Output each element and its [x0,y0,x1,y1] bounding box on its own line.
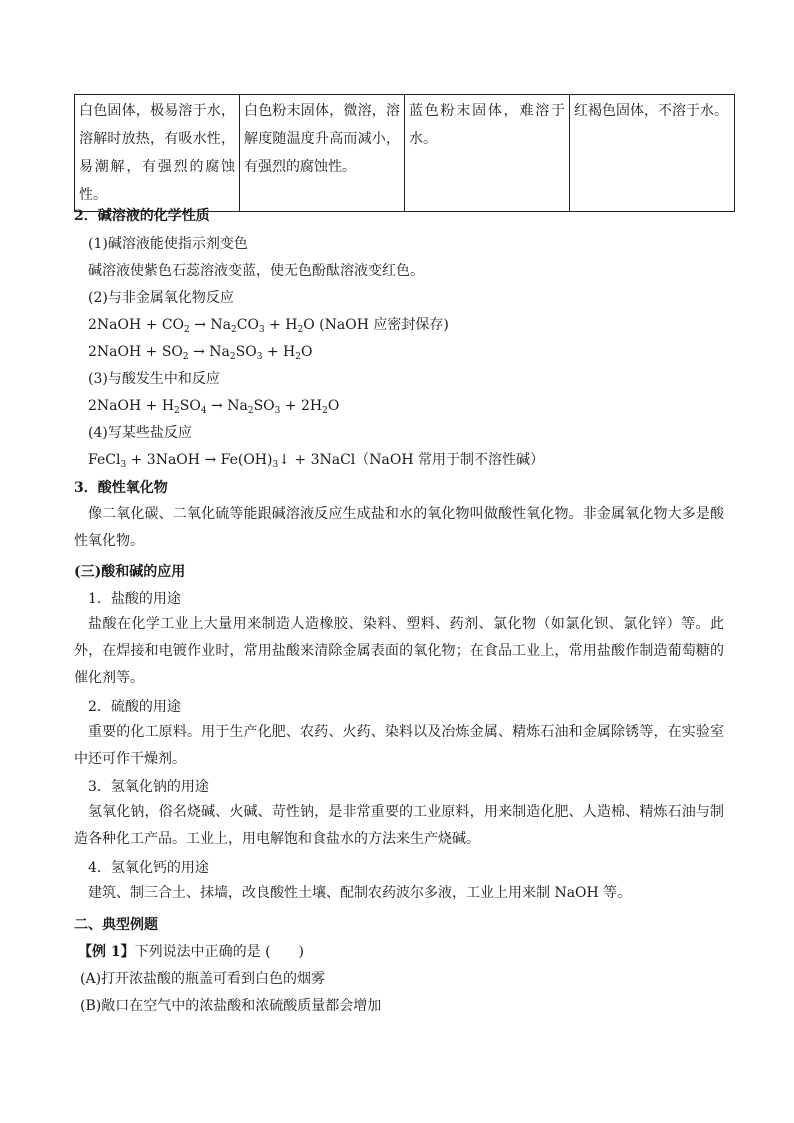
answer-bracket: ( ) [265,944,305,960]
caoh2-uses-title: 4．氢氧化钙的用途 [88,860,209,876]
table-cell-cuoh2: 蓝色粉末固体，难溶于水。 [405,95,570,212]
equation-fecl3-naoh: FeCl$_3$ + 3NaOH → $Fe(OH)_3↓$ + 3NaCl（NaOH 常用于制不溶性碱） [88,452,544,470]
section-heading-base-chemistry: 2．碱溶液的化学性质 [74,208,210,224]
subheading-indicator: (1)碱溶液能使指示剂变色 [88,236,248,252]
table-cell-naoh: 白色固体，极易溶于水，溶解时放热，有吸水性，易潮解，有强烈的腐蚀性。 [75,95,240,212]
base-properties-table [74,94,735,212]
h2so4-uses-text: 重要的化工原料。用于生产化肥、农药、火药、染料以及冶炼金属、精炼石油和金属除锈等，在实验室中还可作干燥剂。 [74,724,724,767]
option-a: (A)打开浓盐酸的瓶盖可看到白色的烟雾 [80,971,326,987]
naoh-uses-title: 3．氢氧化钠的用途 [88,779,209,795]
table-cell-feoh3: 红褐色固体，不溶于水。 [570,95,735,212]
subheading-neutralization: (3)与酸发生中和反应 [88,371,220,387]
example-1-label: 【例 1】 [78,944,135,960]
h2so4-uses-title: 2．硫酸的用途 [88,699,181,715]
equation-naoh-so2: 2NaOH + $SO_2 \to Na_2SO_3 + H_2O$ [88,344,313,362]
example-1-question [78,942,304,962]
hcl-uses-title: 1．盐酸的用途 [88,591,181,607]
table-cell-caoh2: 白色粉末固体，微溶，溶解度随温度升高而减小，有强烈的腐蚀性。 [240,95,405,212]
indicator-text: 碱溶液使紫色石蕊溶液变蓝，使无色酚酞溶液变红色。 [88,263,424,279]
subheading-nonmetal-oxide: (2)与非金属氧化物反应 [88,290,234,306]
example-1-stem: 下列说法中正确的是 [134,944,261,960]
option-b: (B)敞口在空气中的浓盐酸和浓硫酸质量都会增加 [80,998,382,1014]
section-heading-examples: 二、典型例题 [74,917,158,933]
equation-naoh-co2: 2NaOH + $CO_2 \to Na_2CO_3 + H_2O$ (NaOH 应密封保存) [88,317,449,335]
hcl-uses-text: 盐酸在化学工业上大量用来制造人造橡胶、染料、塑料、药剂、氯化物（如氯化钡、氯化锌）等。此外，在焊接和电镀作业时，常用盐酸来清除金属表面的氧化物；在食品工业上，常用盐酸作制造葡萄糖的催化剂等。 [74,616,724,686]
equation-naoh-h2so4: 2NaOH + $H_2SO_4 \to Na_2SO_3 + 2H_2O$ [88,398,340,416]
acidic-oxides-text: 像二氧化碳、二氧化硫等能跟碱溶液反应生成盐和水的氧化物叫做酸性氧化物。非金属氧化物大多是酸性氧化物。 [74,506,724,549]
section-heading-applications: (三)酸和碱的应用 [74,564,186,580]
naoh-uses-text: 氢氧化钠，俗名烧碱、火碱、苛性钠，是非常重要的工业原料，用来制造化肥、人造棉、精炼石油与制造各种化工产品。工业上，用电解饱和食盐水的方法来生产烧碱。 [74,804,724,847]
section-heading-acidic-oxides: 3．酸性氧化物 [74,480,168,496]
caoh2-uses-text: 建筑、制三合土、抹墙，改良酸性土壤、配制农药波尔多液，工业上用来制 NaOH 等。 [88,885,632,901]
subheading-salt-reaction: (4)写某些盐反应 [88,425,192,441]
table-row [75,95,735,212]
